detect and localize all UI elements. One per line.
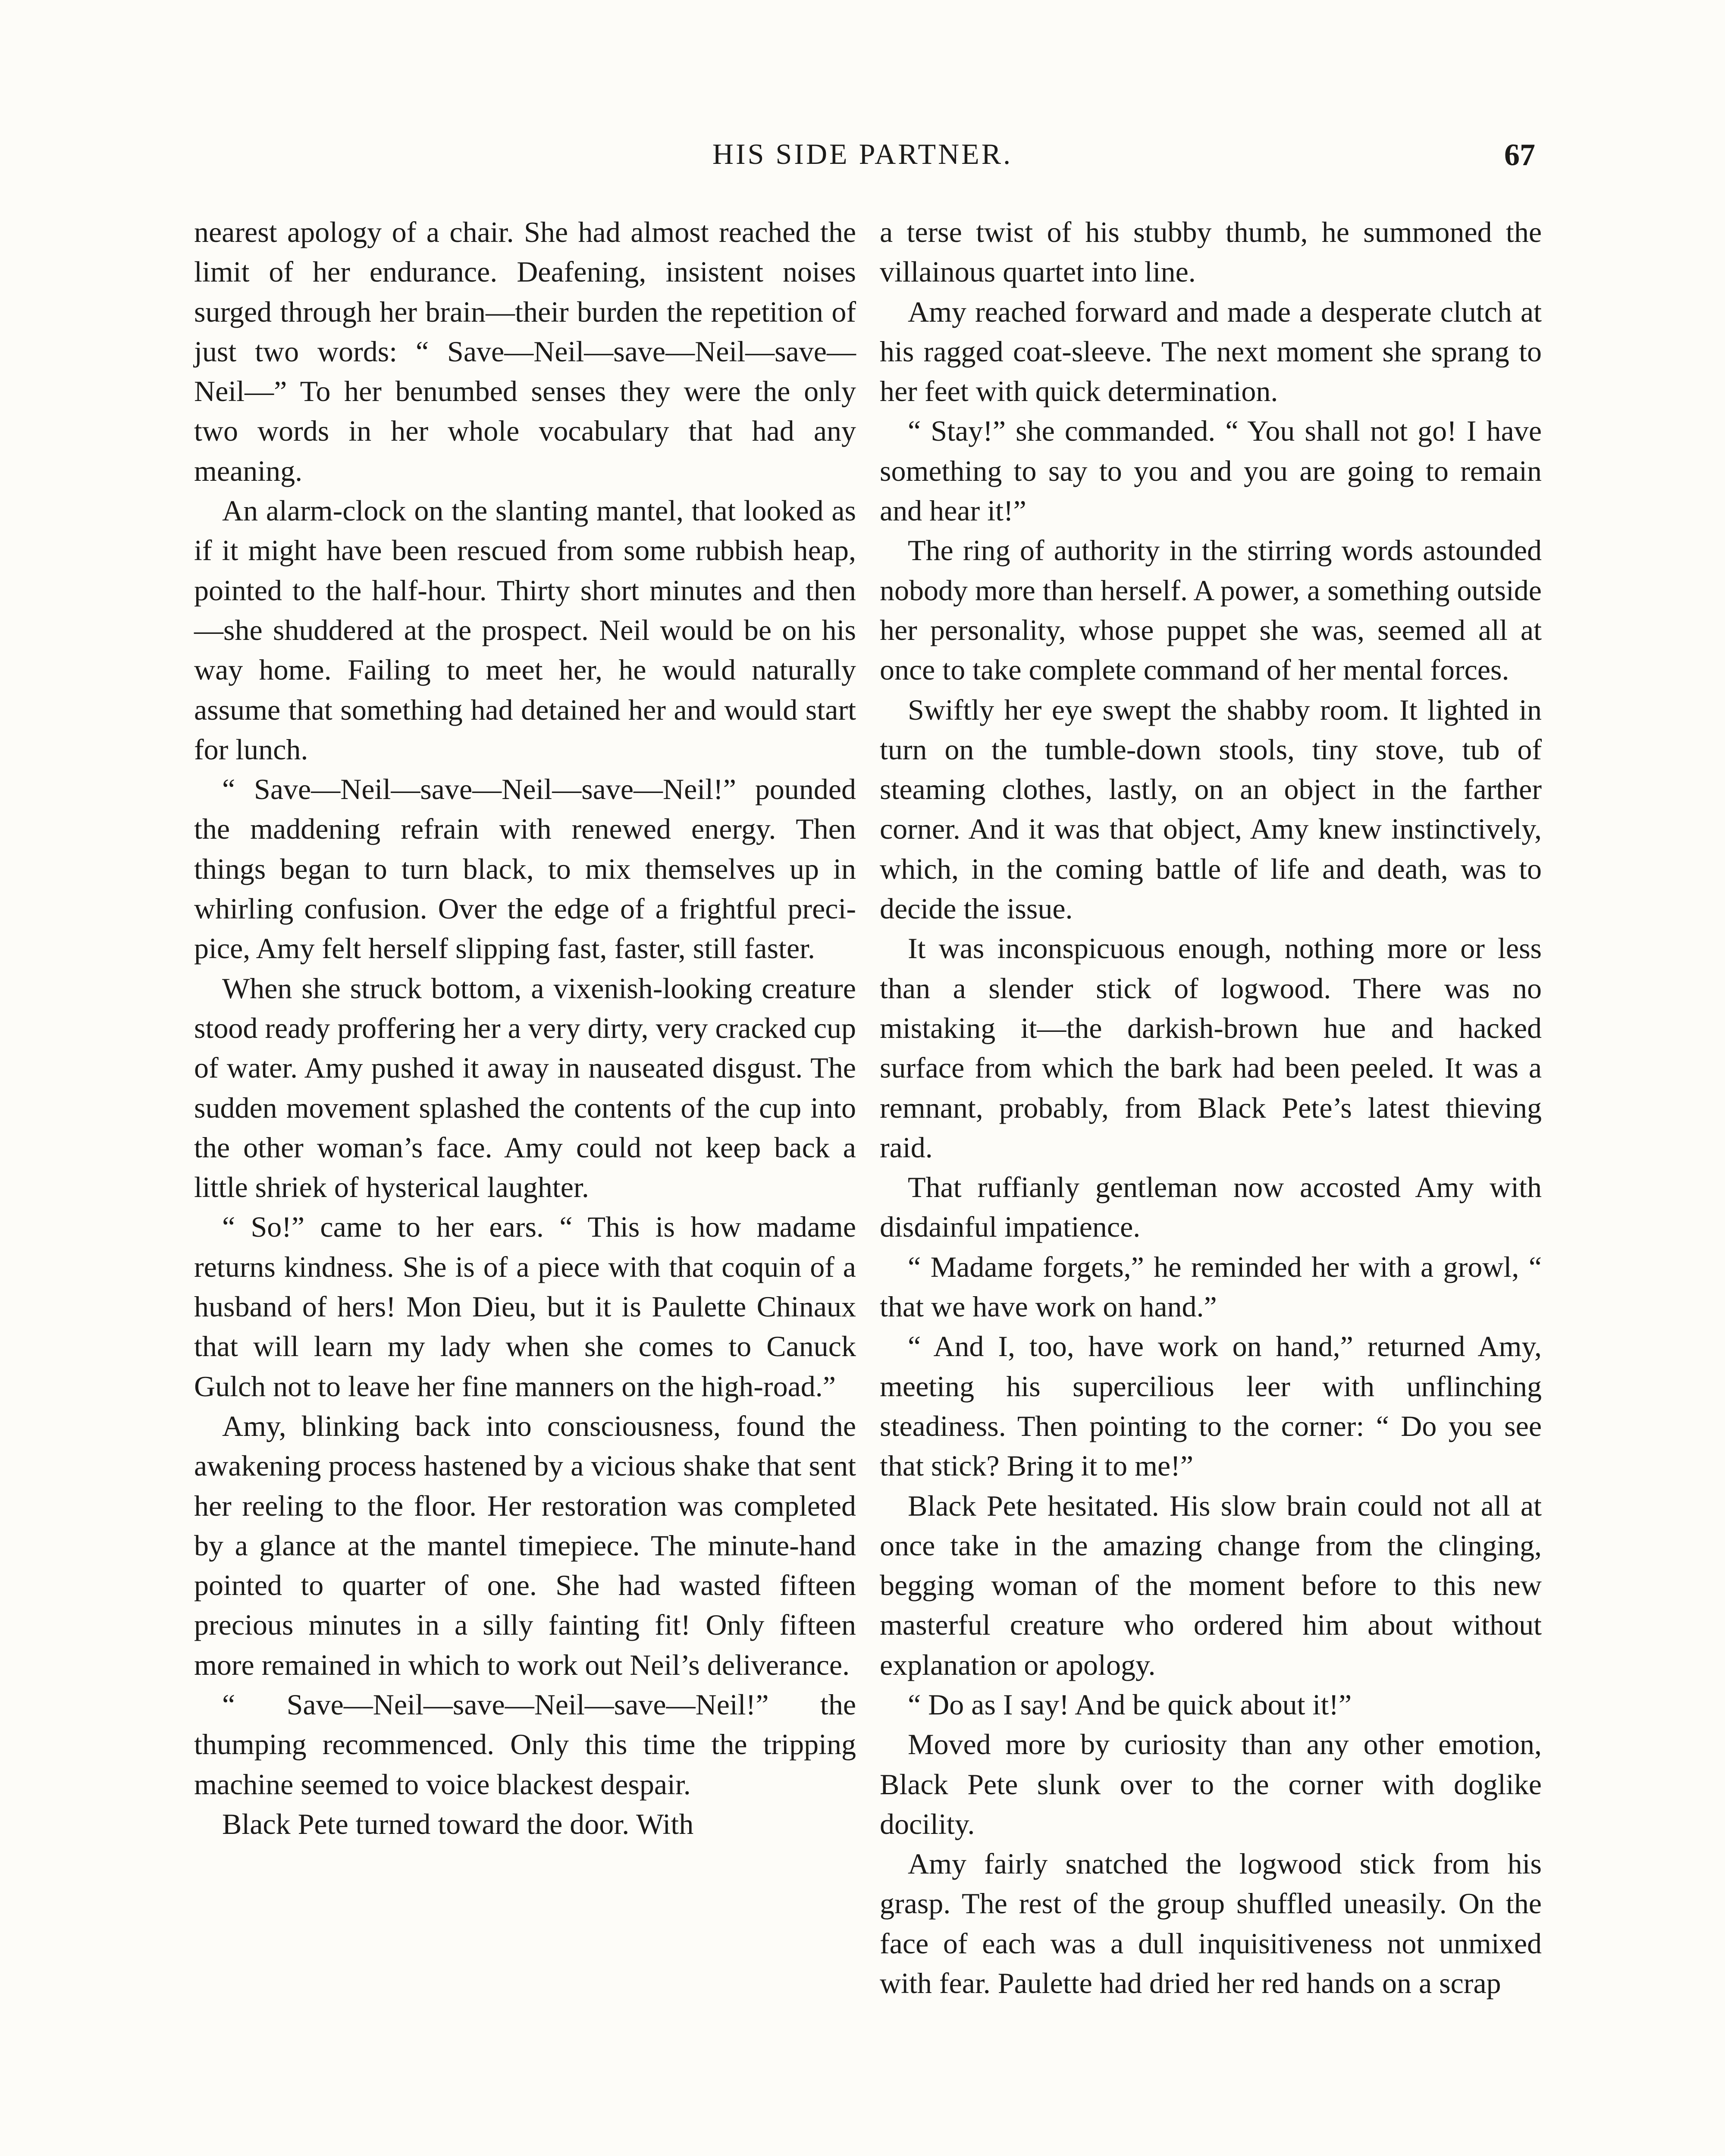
running-title: HIS SIDE PARTNER. <box>712 138 1013 170</box>
paragraph: That ruffianly gentleman now accosted Amy with disdainful impatience. <box>880 1171 1542 1244</box>
page-number: 67 <box>1504 138 1535 172</box>
paragraph: “ And I, too, have work on hand,” returned Amy, meeting his supercilious leer with unflinching steadiness. Then pointing to the corner: “ Do you see that stick? Bring it to me!” <box>880 1330 1542 1482</box>
paragraph: nearest apology of a chair. She had almost reached the limit of her endurance. Deafening, insistent noises surged through her brain—their burden the repetition of just two words: “ Save—Neil—save—Neil—save—Neil—” To her benumbed senses they were the only two words in her whole vocabulary that had any meaning. <box>194 216 856 487</box>
paragraph: An alarm-clock on the slanting mantel, that looked as if it might have been rescued from some rubbish heap, pointed to the half-hour. Thirty short minutes and then—she shuddered at the prospect. Neil would be on his way home. Failing to meet her, he would naturally assume that something had detained her and would start for lunch. <box>194 494 856 766</box>
paragraph: “ Save—Neil—save—Neil—save—Neil!” the thumping recommenced. Only this time the tripping machine seemed to voice blackest despair. <box>194 1688 856 1801</box>
paragraph: “ Do as I say! And be quick about it!” <box>908 1688 1352 1721</box>
paragraph: Moved more by curiosity than any other emotion, Black Pete slunk over to the corner with doglike docility. <box>880 1728 1542 1840</box>
left-column <box>194 212 856 1844</box>
paragraph: Black Pete hesitated. His slow brain could not all at once take in the amazing change from the clinging, begging woman of the moment before to this new masterful creature who ordered him about without explanation or apology. <box>880 1489 1542 1681</box>
paragraph: Amy reached forward and made a desperate clutch at his ragged coat-sleeve. The next moment she sprang to her feet with quick determination. <box>880 295 1542 408</box>
paragraph: “ Save—Neil—save—Neil—save—Neil!” pounded the maddening refrain with renewed energy. Then things began to turn black, to mix themselves up in whirling confusion. Over the edge of a frightful precipice, Amy felt herself slipping fast, faster, still faster. <box>194 773 856 965</box>
paragraph: Swiftly her eye swept the shabby room. It lighted in turn on the tumble-down stools, tiny stove, tub of steaming clothes, lastly, on an object in the farther corner. And it was that object, Amy knew instinctively, which, in the coming battle of life and death, was to decide the issue. <box>880 693 1542 925</box>
right-column <box>880 212 1542 2003</box>
paragraph: The ring of authority in the stirring words astounded nobody more than herself. A power, a something outside her personality, whose puppet she was, seemed all at once to take complete command of her mental forces. <box>880 534 1542 686</box>
paragraph: It was inconspicuous enough, nothing more or less than a slender stick of logwood. There was no mistaking it—the darkish-brown hue and hacked surface from which the bark had been peeled. It was a remnant, probably, from Black Pete’s latest thieving raid. <box>880 932 1542 1164</box>
paragraph: Black Pete turned toward the door. With <box>222 1807 694 1840</box>
paragraph: “ Madame forgets,” he reminded her with a growl, “ that we have work on hand.” <box>880 1250 1542 1323</box>
paragraph: “ So!” came to her ears. “ This is how madame returns kindness. She is of a piece with that coquin of a husband of hers! Mon Dieu, but it is Paulette Chinaux that will learn my lady when she comes to Canuck Gulch not to leave her fine manners on the high-road.” <box>194 1210 856 1403</box>
paragraph: “ Stay!” she commanded. “ You shall not go! I have something to say to you and you are going to remain and hear it!” <box>880 414 1542 527</box>
paragraph: Amy fairly snatched the logwood stick from his grasp. The rest of the group shuffled uneasily. On the face of each was a dull inquisitiveness not unmixed with fear. Paulette had dried her red hands on a scrap <box>880 1847 1542 2000</box>
paragraph: a terse twist of his stubby thumb, he summoned the villainous quartet into line. <box>880 216 1542 288</box>
paragraph: When she struck bottom, a vixenish-looking creature stood ready proffering her a very dirty, very cracked cup of water. Amy pushed it away in nauseated disgust. The sudden movement splashed the contents of the cup into the other woman’s face. Amy could not keep back a little shriek of hysterical laughter. <box>194 971 856 1204</box>
paragraph: Amy, blinking back into consciousness, found the awakening process hastened by a vicious shake that sent her reeling to the floor. Her restoration was completed by a glance at the mantel timepiece. The minute-hand pointed to quarter of one. She had wasted fifteen precious minutes in a silly fainting fit! Only fifteen more remained in which to work out Neil’s deliverance. <box>194 1409 856 1681</box>
running-head <box>0 137 1725 176</box>
